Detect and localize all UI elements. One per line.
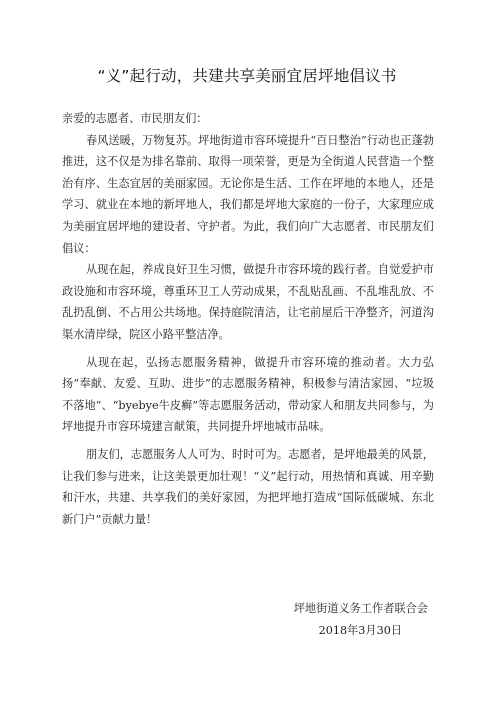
document-body: [62, 108, 434, 530]
paragraph-intro: 春风送暖，万物复苏。坪地街道市容环境提升“百日整治”行动也正蓬勃推进，这不仅是为排名靠前、取得一项荣誉，更是为全街道人民营造一个整治有序、生态宜居的美丽家园。无论你是生活、工作在坪地的本地人，还是学习、就业在本地的新坪地人，我们都是坪地大家庭的一份子，大家理应成为美丽宜居坪地的建设者、守护者。为此，我们向广大志愿者、市民朋友们倡议：: [62, 133, 434, 255]
paragraph-volunteer-spirit: 从现在起，弘扬志愿服务精神，做提升市容环境的推动者。大力弘扬“奉献、友爱、互助、进步”的志愿服务精神，积极参与清洁家园、“垃圾不落地”、“byebye牛皮癣”等志愿服务活动，带动家人和朋友共同参与，为坪地提升市容环境建言献策，共同提升坪地城市品味。: [62, 355, 434, 434]
signature-date: 2018年3月30日: [318, 623, 402, 637]
paragraph-closing: 朋友们，志愿服务人人可为、时时可为。志愿者，是坪地最美的风景，让我们参与进来，让这美景更加壮观！“义”起行动，用热情和真诚、用辛勤和汗水，共建、共享我们的美好家园，为把坪地打造成“国际低碳城、东北新门户”贡献力量！: [62, 447, 434, 526]
paragraph-hygiene: 从现在起，养成良好卫生习惯，做提升市容环境的践行者。自觉爱护市政设施和市容环境，尊重环卫工人劳动成果，不乱贴乱画、不乱堆乱放、不乱扔乱倒、不占用公共场地。保持庭院清洁，让宅前屋后干净整齐，河道沟渠水清岸绿，院区小路平整洁净。: [62, 263, 434, 341]
signature-organization: 坪地街道义务工作者联合会: [293, 602, 428, 615]
document-title: “义”起行动，共建共享美丽宜居坪地倡议书: [97, 67, 397, 85]
salutation: 亲爱的志愿者、市民朋友们：: [62, 112, 208, 125]
signature-block: [294, 598, 428, 641]
